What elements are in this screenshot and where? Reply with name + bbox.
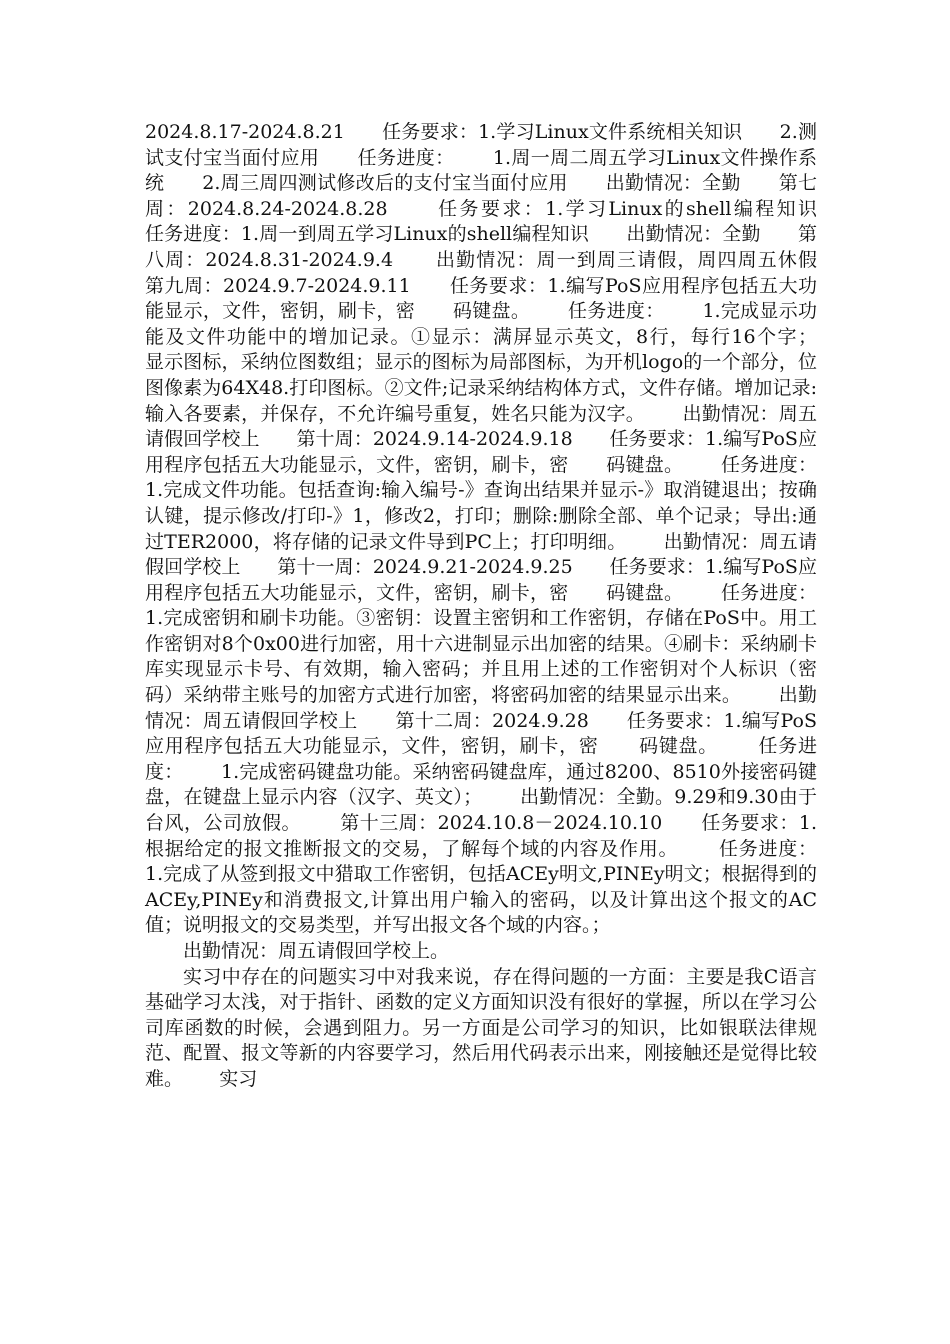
document-body — [145, 120, 854, 1093]
paragraph-problems: 实习中存在的问题实习中对我来说，存在得问题的一方面：主要是我C语言基础学习太浅，对于指针、函数的定义方面知识没有很好的掌握，所以在学习公司库函数的时候，会遇到阻力。另一方面是公司学习的知识，比如银联法律规范、配置、报文等新的内容要学习，然后用代码表示出来，刚接触还是觉得比较难。 实习 — [145, 965, 817, 1090]
paragraph-attendance-note: 出勤情况：周五请假回学校上。 — [183, 940, 450, 962]
paragraph-internship-log: 2024.8.17-2024.8.21 任务要求：1.学习Linux文件系统相关知识 2.测试支付宝当面付应用 任务进度： 1.周一周二周五学习Linux文件操作系统 2.周三周四测试修改后的支付宝当面付应用 出勤情况：全勤 第七周：2024.8.24-2024.8.28 任务要求：1.学习Linux的shell编程知识 任务进度：1.周一到周五学习Linux的shell编程知识 出勤情况：全勤 第八周：2024.8.31-2024.9.4 出勤情况：周一到周三请假，周四周五休假 第九周：2024.9.7-2024.9.11 任务要求：1.编写PoS应用程序包括五大功能显示，文件，密钥，刷卡，密 码键盘。 任务进度： 1.完成显示功能及文件功能中的增加记录。①显示：满屏显示英文，8行，每行16个字； 显示图标，采纳位图数组；显示的图标为局部图标，为开机logo的一个部分，位图像素为64X48.打印图标。②文件;记录采纳结构体方式，文件存储。增加记录:输入各要素，并保存，不允许编号重复，姓名只能为汉字。 出勤情况：周五请假回学校上 第十周：2024.9.14-2024.9.18 任务要求：1.编写PoS应用程序包括五大功能显示，文件，密钥，刷卡，密 码键盘。 任务进度： 1.完成文件功能。包括查询:输入编号-》查询出结果并显示-》取消键退出；按确认键，提示修改/打印-》1，修改2，打印；删除:删除全部、单个记录；导出:通过TER2000，将存储的记录文件导到PC上；打印明细。 出勤情况：周五请假回学校上 第十一周：2024.9.21-2024.9.25 任务要求：1.编写PoS应用程序包括五大功能显示，文件，密钥，刷卡，密 码键盘。 任务进度：1.完成密钥和刷卡功能。③密钥：设置主密钥和工作密钥，存储在PoS中。用工作密钥对8个0x00进行加密，用十六进制显示出加密的结果。④刷卡：采纳刷卡库实现显示卡号、有效期，输入密码；并且用上述的工作密钥对个人标识（密码）采纳带主账号的加密方式进行加密，将密码加密的结果显示出来。 出勤情况：周五请假回学校上 第十二周：2024.9.28 任务要求：1.编写PoS应用程序包括五大功能显示，文件，密钥，刷卡，密 码键盘。 任务进度： 1.完成密码键盘功能。采纳密码键盘库，通过8200、8510外接密码键盘，在键盘上显示内容（汉字、英文）； 出勤情况：全勤。9.29和9.30由于台风，公司放假。 第十三周：2024.10.8－2024.10.10 任务要求：1.根据给定的报文推断报文的交易，了解每个域的内容及作用。 任务进度： 1.完成了从签到报文中猎取工作密钥，包括ACEy明文,PINEy明文；根据得到的ACEy,PINEy和消费报文,计算出用户输入的密码，以及计算出这个报文的AC值；说明报文的交易类型，并写出报文各个域的内容。； — [145, 121, 854, 937]
